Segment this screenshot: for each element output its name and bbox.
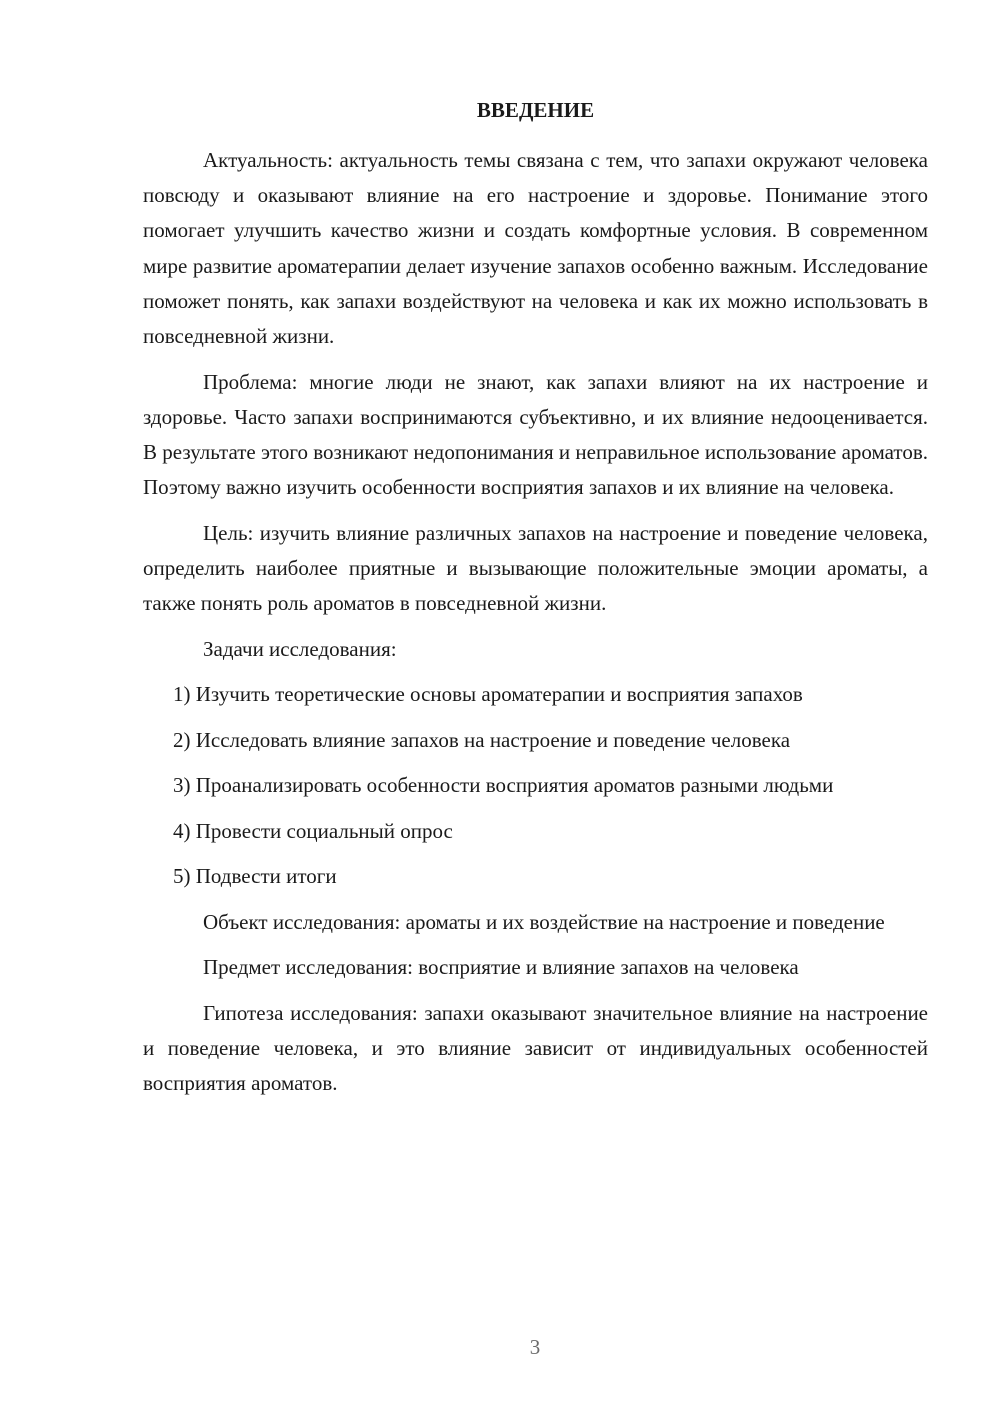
page-number: 3	[529, 1335, 541, 1359]
list-item-task-4: 4) Провести социальный опрос	[173, 818, 453, 843]
list-item-task-5: 5) Подвести итоги	[173, 864, 337, 889]
paragraph-relevance: Актуальность: актуальность темы связана с тем, что запахи окружают человека повсюду и оказывают влияние на его настроение и здоровье. Понимание этого помогает улучшить качество жизни и создать комфортные условия. В современном мире развитие ароматерапии делает изучение запахов особенно важным. Исследование поможет понять, как запахи воздействуют на человека и как их можно использовать в повседневной жизни.	[143, 148, 928, 349]
paragraph-subject: Предмет исследования: восприятие и влияние запахов на человека	[203, 955, 799, 980]
list-item-task-1: 1) Изучить теоретические основы ароматерапии и восприятия запахов	[173, 682, 803, 707]
paragraph-tasks-heading: Задачи исследования:	[203, 636, 397, 661]
paragraph-hypothesis: Гипотеза исследования: запахи оказывают значительное влияние на настроение и поведение человека, и это влияние зависит от индивидуальных особенностей восприятия ароматов.	[143, 1000, 928, 1095]
list-item-task-3: 3) Проанализировать особенности восприятия ароматов разными людьми	[173, 773, 834, 798]
paragraph-problem: Проблема: многие люди не знают, как запахи влияют на их настроение и здоровье. Часто запахи воспринимаются субъективно, и их влияние недооценивается. В результате этого возникают недопонимания и неправильное использование ароматов. Поэтому важно изучить особенности восприятия запахов и их влияние на человека.	[143, 369, 928, 500]
paragraph-object: Объект исследования: ароматы и их воздействие на настроение и поведение	[203, 909, 885, 934]
page-title: ВВЕДЕНИЕ	[476, 98, 595, 122]
document-body	[143, 143, 928, 1101]
paragraph-goal: Цель: изучить влияние различных запахов на настроение и поведение человека, определить наиболее приятные и вызывающие положительные эмоции ароматы, а также понять роль ароматов в повседневной жизни.	[143, 520, 928, 616]
list-item-task-2: 2) Исследовать влияние запахов на настроение и поведение человека	[173, 727, 791, 752]
